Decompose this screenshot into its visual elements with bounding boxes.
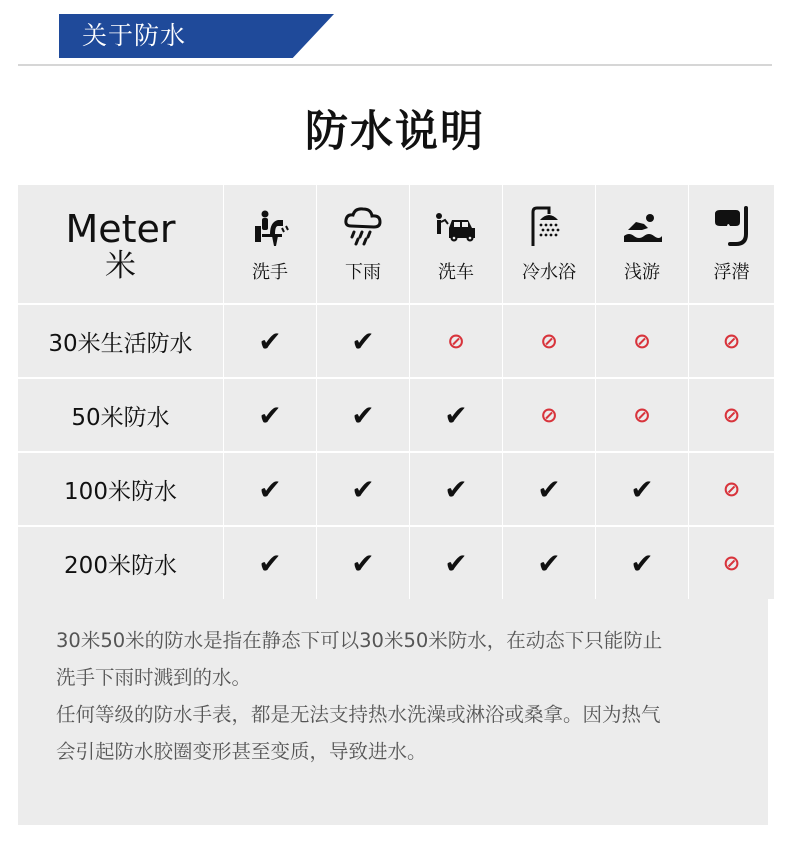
cell-supported	[596, 453, 688, 525]
prohibited-icon: ⊘	[633, 329, 651, 353]
activity-label: 浮潜	[713, 262, 750, 283]
snorkel-mask-icon	[710, 204, 754, 248]
cell-not-supported	[689, 379, 774, 451]
prohibited-icon: ⊘	[722, 551, 741, 575]
corner-label-cn: 米	[105, 247, 136, 284]
check-icon: ✔	[444, 546, 468, 580]
note-line: 洗手下雨时溅到的水。	[56, 666, 252, 689]
check-icon: ✔	[258, 546, 282, 580]
activity-header-rain	[317, 185, 409, 303]
row-label-cell	[18, 305, 223, 377]
cell-supported	[410, 527, 502, 599]
check-icon: ✔	[537, 546, 561, 580]
check-icon: ✔	[444, 398, 468, 432]
activity-header-snorkel	[689, 185, 774, 303]
check-icon: ✔	[258, 324, 282, 358]
check-icon: ✔	[351, 398, 375, 432]
note-line: 任何等级的防水手表，都是无法支持热水洗澡或淋浴或桑拿。因为热气	[56, 703, 661, 726]
page-title: 防水说明	[305, 107, 485, 157]
cell-not-supported	[596, 305, 688, 377]
corner-header	[18, 185, 223, 303]
note-line: 30米50米的防水是指在静态下可以30米50米防水，在动态下只能防止	[56, 629, 663, 652]
activity-header-car-wash	[410, 185, 502, 303]
check-icon: ✔	[444, 472, 468, 506]
header-title: 关于防水	[82, 21, 187, 50]
cell-not-supported	[689, 527, 774, 599]
cell-supported	[224, 453, 316, 525]
activity-header-shower	[503, 185, 595, 303]
cell-not-supported	[689, 453, 774, 525]
activity-label: 洗车	[438, 262, 474, 283]
check-icon: ✔	[537, 472, 561, 506]
prohibited-icon: ⊘	[722, 477, 741, 501]
cell-supported	[317, 527, 409, 599]
cell-not-supported	[503, 379, 595, 451]
cell-not-supported	[689, 305, 774, 377]
corner-label-en: Meter	[65, 206, 176, 251]
prohibited-icon: ⊘	[722, 403, 741, 427]
activity-header-swim	[596, 185, 688, 303]
cell-supported	[317, 305, 409, 377]
cell-not-supported	[503, 305, 595, 377]
note-line: 会引起防水胶圈变形甚至变质，导致进水。	[56, 740, 427, 763]
cell-supported	[224, 527, 316, 599]
cell-supported	[224, 379, 316, 451]
check-icon: ✔	[351, 324, 375, 358]
cell-supported	[410, 453, 502, 525]
prohibited-icon: ⊘	[722, 329, 741, 353]
row-label: 30米生活防水	[48, 330, 193, 357]
shower-icon	[527, 204, 571, 248]
cell-not-supported	[596, 379, 688, 451]
activity-label: 洗手	[252, 262, 288, 283]
row-label: 200米防水	[64, 552, 177, 579]
cell-supported	[224, 305, 316, 377]
waterproof-notes	[56, 622, 756, 770]
activity-label: 浅游	[624, 262, 660, 283]
check-icon: ✔	[630, 546, 654, 580]
activity-label: 下雨	[345, 262, 381, 283]
prohibited-icon: ⊘	[540, 329, 558, 353]
row-label-cell	[18, 527, 223, 599]
cell-supported	[596, 527, 688, 599]
rain-cloud-icon	[341, 204, 385, 248]
car-wash-icon	[434, 204, 478, 248]
header-divider	[18, 64, 772, 66]
prohibited-icon: ⊘	[540, 403, 558, 427]
check-icon: ✔	[351, 546, 375, 580]
cell-supported	[317, 453, 409, 525]
cell-supported	[410, 379, 502, 451]
cell-supported	[317, 379, 409, 451]
swimming-icon	[620, 204, 664, 248]
row-label: 100米防水	[64, 478, 177, 505]
hand-washing-icon	[248, 204, 292, 248]
cell-supported	[503, 453, 595, 525]
row-label: 50米防水	[71, 404, 170, 431]
check-icon: ✔	[258, 472, 282, 506]
prohibited-icon: ⊘	[447, 329, 465, 353]
row-label-cell	[18, 453, 223, 525]
prohibited-icon: ⊘	[633, 403, 651, 427]
cell-not-supported	[410, 305, 502, 377]
activity-label: 冷水浴	[522, 262, 576, 283]
cell-supported	[503, 527, 595, 599]
waterproof-table	[18, 185, 768, 599]
activity-header-hand-wash	[224, 185, 316, 303]
check-icon: ✔	[351, 472, 375, 506]
check-icon: ✔	[630, 472, 654, 506]
row-label-cell	[18, 379, 223, 451]
check-icon: ✔	[258, 398, 282, 432]
